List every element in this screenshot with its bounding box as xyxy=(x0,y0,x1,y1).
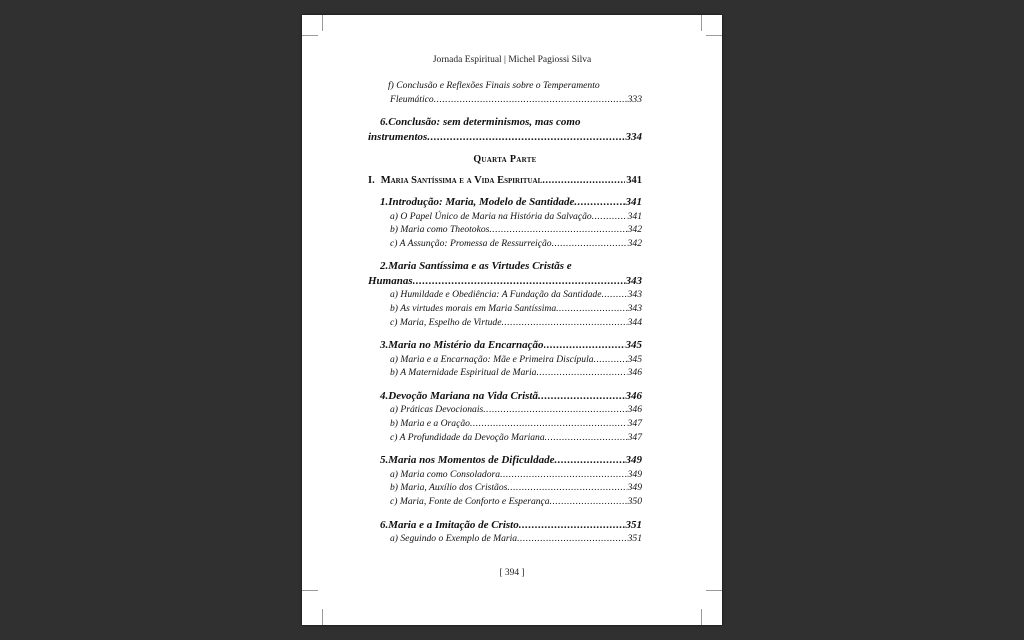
toc-entry xyxy=(390,366,642,380)
toc-entry xyxy=(390,288,642,302)
toc-page-number: 349 xyxy=(627,468,642,480)
chapter-entry xyxy=(368,274,642,289)
toc-page-number: 345 xyxy=(627,353,642,365)
toc-page-number: 342 xyxy=(627,224,642,236)
toc-entry-title: b) Maria como Theotokos xyxy=(390,224,490,236)
leader-dots xyxy=(489,223,626,237)
toc-entry-title: Fleumático xyxy=(390,93,434,105)
toc-entry xyxy=(390,431,642,445)
toc-entry xyxy=(390,316,642,330)
toc-page-number: 333 xyxy=(627,93,642,105)
toc-entry xyxy=(390,237,642,251)
leader-dots xyxy=(434,93,627,107)
crop-mark xyxy=(706,590,722,605)
leader-dots xyxy=(592,210,627,224)
toc-entry-title: b) Maria e a Oração xyxy=(390,418,470,430)
chapter-title: 5.Maria nos Momentos de Dificuldade xyxy=(380,454,555,467)
toc-entry-title: b) A Maternidade Espiritual de Maria xyxy=(390,367,537,379)
chapter-entry xyxy=(380,518,642,533)
chapter-entry xyxy=(380,389,642,404)
table-of-contents xyxy=(368,79,642,546)
toc-entry xyxy=(390,302,642,316)
toc-page-number: 351 xyxy=(627,533,642,544)
toc-entry xyxy=(390,495,642,509)
chapter-title: Humanas xyxy=(368,274,413,287)
toc-page-number: 350 xyxy=(627,495,642,507)
toc-page-number: 341 xyxy=(627,210,642,222)
toc-entry xyxy=(390,353,642,367)
chapter-title: 3.Maria no Mistério da Encarnação xyxy=(380,339,544,352)
toc-page-number: 349 xyxy=(627,482,642,494)
chapter-entry-line: 2.Maria Santíssima e as Virtudes Cristãs e xyxy=(380,260,572,273)
toc-entry xyxy=(390,93,642,107)
leader-dots xyxy=(544,338,625,353)
page-number-footer: [ 394 ] xyxy=(499,568,525,578)
toc-entry-title: b) As virtudes morais em Maria Santíssima xyxy=(390,303,557,315)
chapter-page-number: 343 xyxy=(625,274,642,287)
crop-mark xyxy=(687,15,702,31)
toc-entry xyxy=(390,532,642,546)
chapter-page-number: 346 xyxy=(625,389,642,402)
toc-entry-title: c) A Assunção: Promessa de Ressurreição xyxy=(390,237,552,249)
crop-mark xyxy=(322,15,337,31)
toc-entry-title: c) Maria, Fonte de Conforto e Esperança xyxy=(390,495,550,507)
leader-dots xyxy=(545,431,627,445)
leader-dots xyxy=(536,366,626,380)
leader-dots xyxy=(538,389,625,404)
crop-mark xyxy=(322,609,337,625)
section-entry xyxy=(368,174,642,188)
leader-dots xyxy=(427,130,624,145)
toc-entry-title: a) Humildade e Obediência: A Fundação da Santidade xyxy=(390,289,602,301)
chapter-entry xyxy=(368,130,642,145)
leader-dots xyxy=(556,302,626,316)
chapter-title: 6.Maria e a Imitação de Cristo xyxy=(380,518,519,531)
leader-dots xyxy=(552,237,627,251)
section-title: Maria Santíssima e a Vida Espiritual xyxy=(380,175,543,187)
section-page-number: 341 xyxy=(626,175,642,187)
leader-dots xyxy=(594,353,627,367)
chapter-page-number: 341 xyxy=(625,196,642,209)
chapter-title: 4.Devoção Mariana na Vida Cristã xyxy=(380,389,538,402)
leader-dots xyxy=(470,417,627,431)
chapter-title: 1.Introdução: Maria, Modelo de Santidade xyxy=(380,196,575,209)
chapter-page-number: 345 xyxy=(625,339,642,352)
leader-dots xyxy=(501,316,626,330)
toc-page-number: 346 xyxy=(627,404,642,416)
toc-entry xyxy=(390,481,642,495)
toc-page-number: 344 xyxy=(627,316,642,328)
chapter-entry xyxy=(380,195,642,210)
toc-entry xyxy=(390,403,642,417)
toc-page-number: 346 xyxy=(627,367,642,379)
leader-dots xyxy=(554,453,624,468)
section-number: I. xyxy=(368,175,375,187)
chapter-title: instrumentos xyxy=(368,130,428,143)
leader-dots xyxy=(517,532,627,546)
chapter-entry xyxy=(380,453,642,468)
leader-dots xyxy=(507,481,626,495)
crop-mark xyxy=(302,35,318,50)
crop-mark xyxy=(706,35,722,50)
crop-mark xyxy=(687,609,702,625)
toc-entry xyxy=(390,468,642,482)
chapter-entry xyxy=(380,338,642,353)
toc-page-number: 347 xyxy=(627,431,642,443)
toc-entry-title: a) Maria e a Encarnação: Mãe e Primeira Discípula xyxy=(390,353,594,365)
chapter-entry-line: 6.Conclusão: sem determinismos, mas como xyxy=(380,116,581,129)
document-page xyxy=(302,15,722,625)
leader-dots xyxy=(601,288,626,302)
leader-dots xyxy=(542,174,625,188)
toc-entry xyxy=(390,223,642,237)
leader-dots xyxy=(500,468,627,482)
toc-page-number: 347 xyxy=(627,418,642,430)
toc-entry xyxy=(390,210,642,224)
toc-entry-line: f) Conclusão e Reflexões Finais sobre o Temperamento xyxy=(388,80,600,91)
toc-page-number: 342 xyxy=(627,237,642,249)
toc-entry-title: c) Maria, Espelho de Virtude xyxy=(390,316,502,328)
chapter-page-number: 349 xyxy=(625,454,642,467)
part-heading: Quarta Parte xyxy=(473,154,537,166)
crop-mark xyxy=(302,590,318,605)
leader-dots xyxy=(574,195,624,210)
toc-entry-title: a) Maria como Consoladora xyxy=(390,468,501,480)
leader-dots xyxy=(550,495,627,509)
running-header: Jornada Espiritual | Michel Pagiossi Silva xyxy=(432,55,592,65)
toc-entry-title: c) A Profundidade da Devoção Mariana xyxy=(390,431,545,443)
chapter-page-number: 334 xyxy=(625,130,642,143)
leader-dots xyxy=(483,403,626,417)
toc-page-number: 343 xyxy=(627,303,642,315)
leader-dots xyxy=(519,518,625,533)
toc-page-number: 343 xyxy=(627,289,642,301)
toc-entry-title: a) Práticas Devocionais xyxy=(390,404,484,416)
chapter-page-number: 351 xyxy=(625,518,642,531)
leader-dots xyxy=(413,274,625,289)
toc-entry-title: a) O Papel Único de Maria na História da Salvação xyxy=(390,210,592,222)
toc-entry xyxy=(390,417,642,431)
toc-entry-title: a) Seguindo o Exemplo de Maria xyxy=(390,533,518,544)
toc-entry-title: b) Maria, Auxílio dos Cristãos xyxy=(390,482,508,494)
